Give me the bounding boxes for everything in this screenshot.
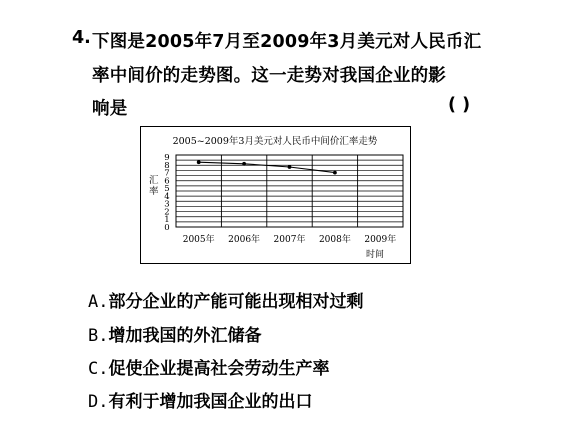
- y-tick-label: 3: [164, 199, 170, 210]
- option-c[interactable]: [88, 354, 329, 379]
- y-tick-label: 1: [164, 215, 170, 226]
- question-number: 4.: [72, 28, 91, 48]
- option-c-letter: C.: [88, 359, 109, 379]
- option-d-text: 有利于增加我国企业的出口: [108, 392, 313, 412]
- chart-canvas: [141, 127, 410, 263]
- data-point: [242, 162, 246, 166]
- x-tick-label: 2009年: [364, 235, 397, 245]
- option-d-letter: D.: [88, 392, 109, 412]
- question-text-line-2: 率中间价的走势图。这一走势对我国企业的影: [92, 66, 446, 86]
- option-d[interactable]: [88, 387, 312, 412]
- exchange-rate-chart: [140, 126, 411, 264]
- y-tick-label: 0: [164, 223, 170, 233]
- y-axis-label: 汇率: [149, 175, 159, 197]
- question-text-line-1: 下图是2005年7月至2009年3月美元对人民币汇: [92, 32, 482, 52]
- y-tick-label: 5: [164, 184, 170, 195]
- x-axis-label: 时间: [365, 250, 385, 260]
- option-a[interactable]: [88, 287, 363, 312]
- option-c-text: 促使企业提高社会劳动生产率: [108, 359, 330, 379]
- x-axis-ticks: [183, 233, 397, 245]
- y-tick-label: 8: [164, 160, 170, 171]
- data-point: [333, 171, 337, 175]
- y-axis-ticks: [164, 153, 169, 233]
- answer-blank[interactable]: ( ): [448, 95, 471, 115]
- data-point: [288, 165, 292, 169]
- option-b-text: 增加我国的外汇储备: [108, 326, 262, 346]
- data-point: [197, 160, 201, 164]
- x-tick-label: 2008年: [318, 235, 351, 245]
- y-tick-label: 4: [164, 191, 170, 202]
- x-tick-label: 2005年: [182, 235, 215, 245]
- y-tick-label: 2: [164, 207, 170, 218]
- y-tick-label: 6: [164, 176, 170, 187]
- x-tick-label: 2006年: [228, 235, 261, 245]
- x-tick-label: 2007年: [273, 235, 306, 245]
- option-b[interactable]: [88, 321, 261, 346]
- option-a-text: 部分企业的产能可能出现相对过剩: [108, 292, 364, 312]
- option-b-letter: B.: [88, 326, 109, 346]
- question-text-line-3: 响是: [92, 99, 128, 119]
- y-tick-label: 9: [164, 153, 170, 163]
- option-a-letter: A.: [88, 292, 109, 312]
- chart-title: 2005~2009年3月美元对人民币中间价汇率走势: [172, 136, 378, 147]
- y-tick-label: 7: [164, 168, 170, 179]
